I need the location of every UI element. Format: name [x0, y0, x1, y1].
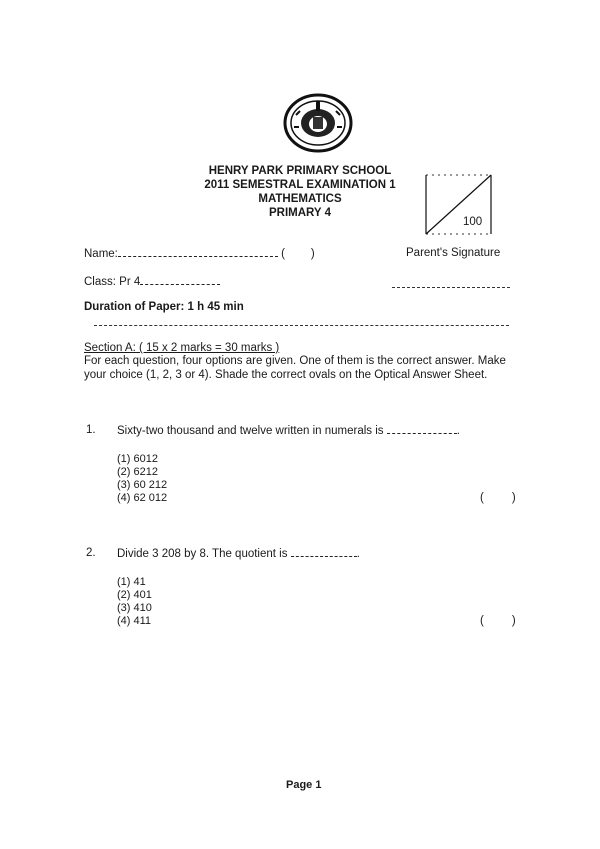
name-blank	[118, 246, 278, 257]
class-label: Class: Pr 4	[84, 276, 141, 288]
register-paren-open: (	[281, 248, 285, 260]
question-1-option-4: (4) 62 012	[117, 492, 168, 504]
question-1-stem: Sixty-two thousand and twelve written in numerals is	[117, 425, 384, 437]
score-total: 100	[463, 216, 483, 228]
signature-line	[392, 287, 510, 288]
separator-line	[94, 325, 509, 326]
question-2-text: Divide 3 208 by 8. The quotient is .	[117, 548, 360, 560]
question-2-option-2: (2) 401	[117, 589, 152, 601]
parent-signature-label: Parent's Signature	[406, 247, 501, 259]
question-2-number: 2.	[86, 547, 96, 559]
question-2-option-4: (4) 411	[117, 615, 152, 627]
question-2-stem: Divide 3 208 by 8. The quotient is	[117, 548, 288, 560]
section-instructions: For each question, four options are given. One of them is the correct answer. Make your choice (1, 2, 3 or 4). Shade the correct ovals on the Optical Answer Sheet.	[84, 355, 506, 381]
page-number: Page 1	[286, 779, 322, 791]
class-field	[84, 274, 220, 289]
question-2-option-1: (1) 41	[117, 576, 146, 588]
section-title: Section A: ( 15 x 2 marks = 30 marks )	[84, 342, 280, 354]
question-1-option-3: (3) 60 212	[117, 479, 168, 491]
question-1-option-1: (1) 6012	[117, 453, 158, 465]
duration-text: Duration of Paper: 1 h 45 min	[84, 301, 244, 313]
question-2-option-3: (3) 410	[117, 602, 152, 614]
school-crest-logo	[282, 93, 354, 153]
score-box	[425, 174, 492, 236]
question-2-blank	[291, 546, 357, 557]
subject-title: MATHEMATICS	[258, 193, 342, 205]
school-name: HENRY PARK PRIMARY SCHOOL	[208, 165, 392, 177]
question-1-answer-bracket: ( )	[480, 492, 516, 504]
level-title: PRIMARY 4	[269, 207, 331, 219]
question-1-option-2: (2) 6212	[117, 466, 158, 478]
question-2-answer-bracket: ( )	[480, 615, 516, 627]
name-field	[84, 246, 315, 261]
name-label: Name:	[84, 248, 118, 260]
class-blank	[140, 274, 220, 285]
exam-title: 2011 SEMESTRAL EXAMINATION 1	[204, 179, 396, 191]
question-1-number: 1.	[86, 424, 96, 436]
question-1-blank	[387, 423, 457, 434]
register-paren-close: )	[310, 248, 315, 260]
question-1-text: Sixty-two thousand and twelve written in numerals is .	[117, 425, 460, 437]
